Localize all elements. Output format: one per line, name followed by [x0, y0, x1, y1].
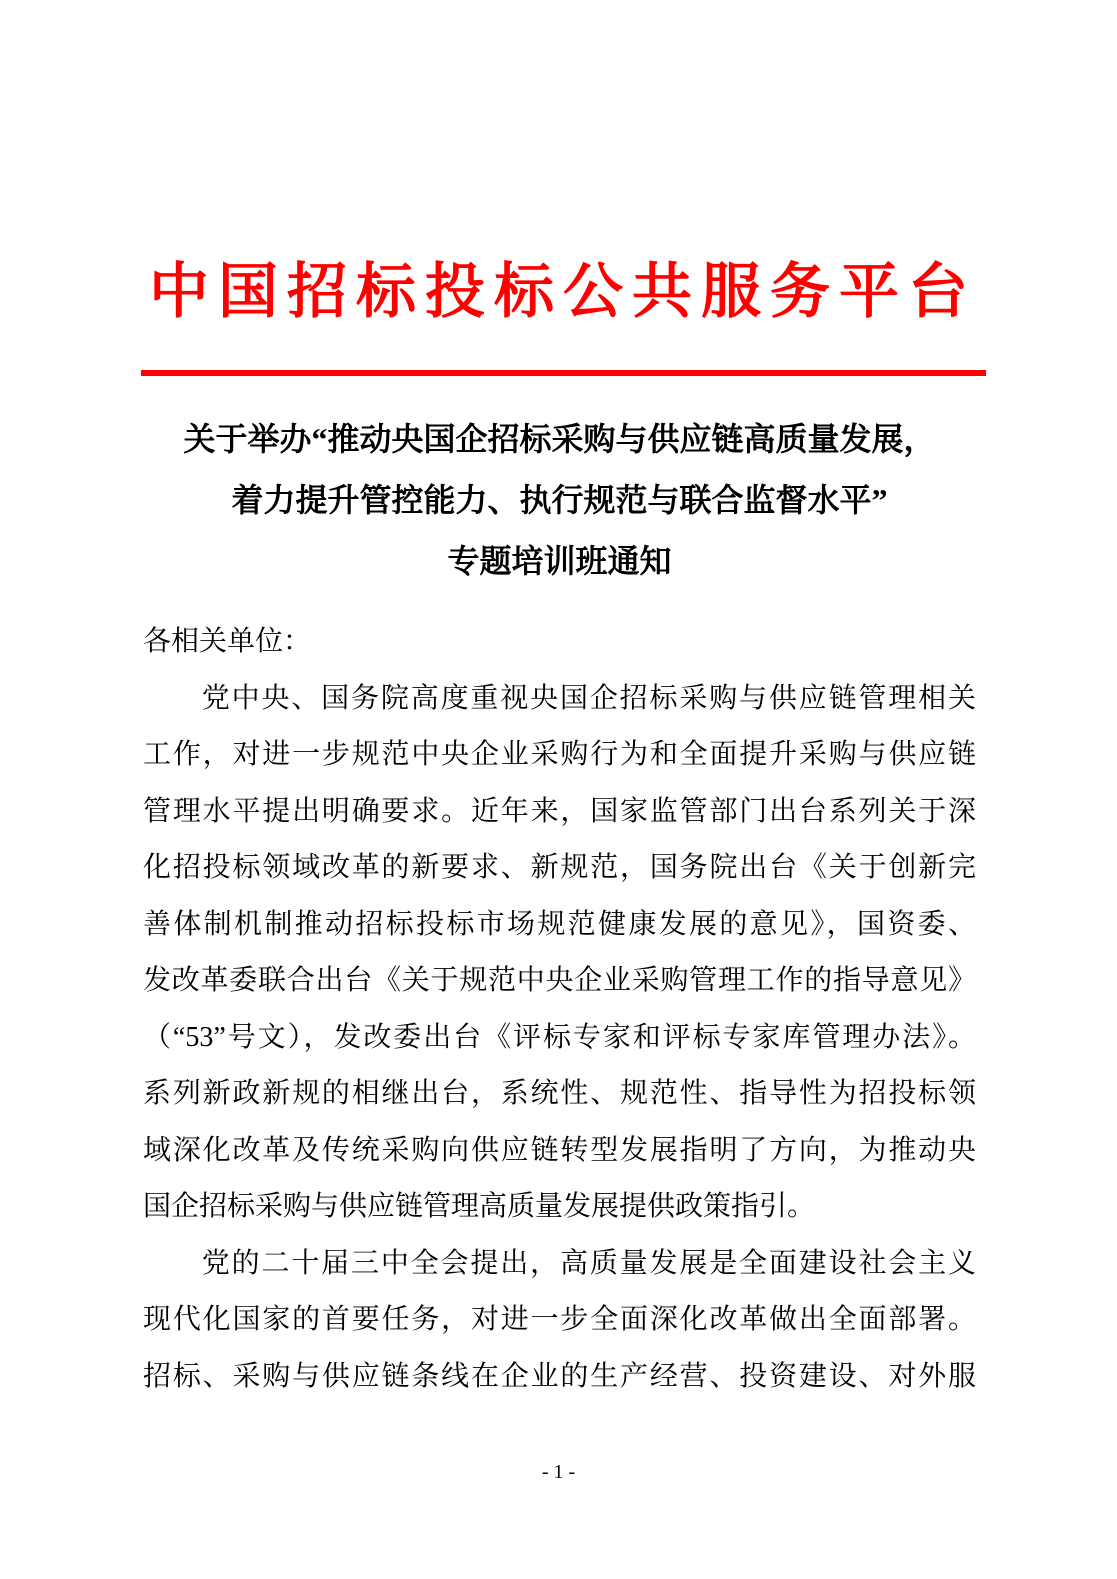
body-line-5: 善体制机制推动招标投标市场规范健康发展的意见》，国资委、: [143, 908, 976, 940]
body-line-9: 域深化改革及传统采购向供应链转型发展指明了方向，为推动央: [143, 1134, 976, 1166]
letterhead-divider-rule: [141, 370, 986, 376]
body-text: [143, 614, 976, 1405]
document-title: [143, 409, 976, 592]
body-line-4: 化招投标领域改革的新要求、新规范，国务院出台《关于创新完: [143, 852, 976, 883]
body-line-6: 发改革委联合出台《关于规范中央企业采购管理工作的指导意见》: [143, 965, 976, 996]
body-line-1: 党中央、国务院高度重视央国企招标采购与供应链管理相关: [201, 682, 976, 714]
body-line-7: （“53”号文），发改委出台《评标专家和评标专家库管理办法》。: [143, 1021, 976, 1053]
body-line-3: 管理水平提出明确要求。近年来，国家监管部门出台系列关于深: [143, 795, 976, 827]
body-line-12: 现代化国家的首要任务，对进一步全面深化改革做出全面部署。: [143, 1304, 976, 1335]
document-title-line-3: 专题培训班通知: [447, 543, 672, 579]
letterhead-title: 中国招标投标公共服务平台: [149, 259, 977, 325]
body-line-11: 党的二十届三中全会提出，高质量发展是全面建设社会主义: [201, 1247, 976, 1279]
body-line-2: 工作，对进一步规范中央企业采购行为和全面提升采购与供应链: [143, 739, 976, 770]
document-title-line-2: 着力提升管控能力、执行规范与联合监督水平”: [231, 482, 888, 518]
page-number: - 1 -: [541, 1461, 576, 1483]
salutation: 各相关单位：: [143, 626, 312, 657]
body-line-8: 系列新政新规的相继出台，系统性、规范性、指导性为招投标领: [143, 1078, 976, 1109]
document-title-line-1: 关于举办“推动央国企招标采购与供应链高质量发展，: [183, 421, 936, 457]
body-line-10: 国企招标采购与供应链管理高质量发展提供政策指引。: [143, 1191, 816, 1222]
body-line-13: 招标、采购与供应链条线在企业的生产经营、投资建设、对外服: [143, 1360, 976, 1392]
